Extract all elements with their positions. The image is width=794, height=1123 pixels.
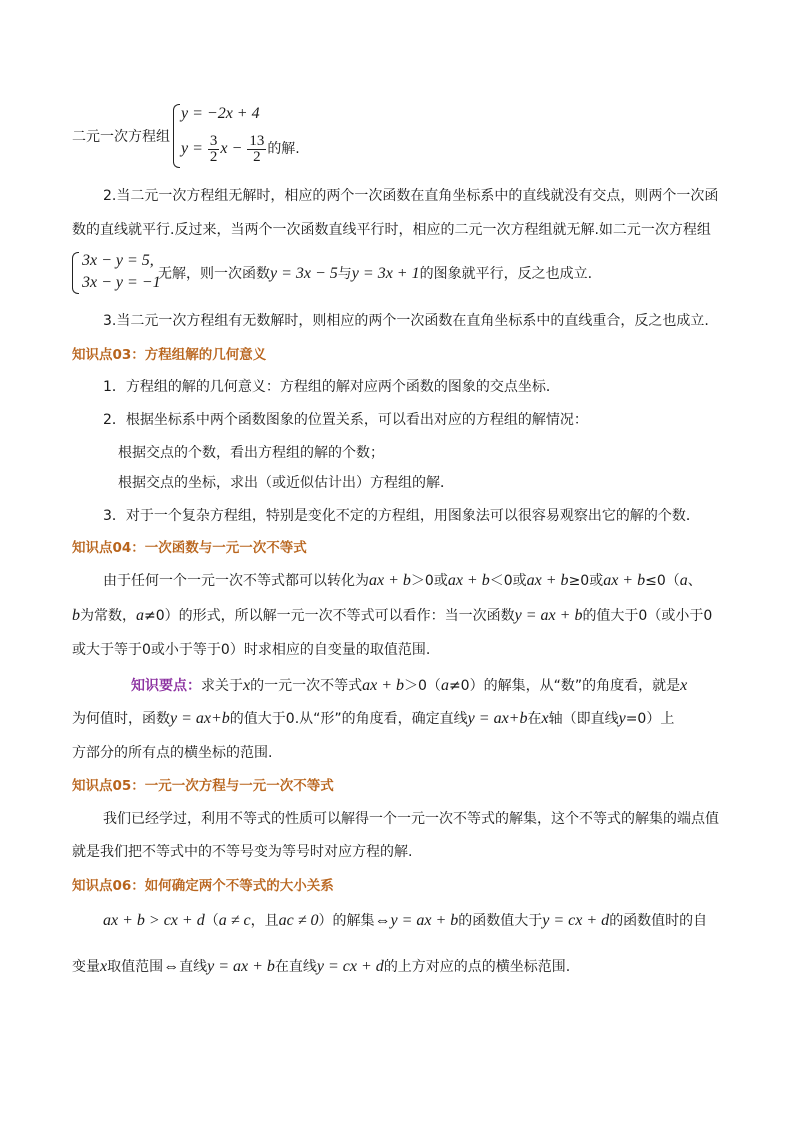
k3-item1: 1．方程组的解的几何意义：方程组的解对应两个函数的图象的交点坐标． xyxy=(103,379,560,395)
function-3x-5: y = 3x − 5 xyxy=(270,265,338,282)
k5-line2: 就是我们把不等式中的不等号变为等号时对应方程的解. xyxy=(72,844,413,860)
k4-line2: b为常数，a≠0）的形式，所以解一元一次不等式可以看作：当一次函数y = ax + b的值大于0（或小于0 xyxy=(72,607,713,624)
system2-brace xyxy=(72,252,79,294)
system2-eq1: 3x − y = 5, xyxy=(82,252,154,269)
k4-key-line2: 为何值时，函数y = ax+b的值大于0.从“形”的角度看，确定直线y = ax+b在x轴（即直线y=0）上 xyxy=(72,710,675,727)
system2-eq2: 3x − y = −1 xyxy=(82,274,161,291)
k3-item2: 2．根据坐标系中两个函数图象的位置关系，可以看出对应的方程组的解情况： xyxy=(103,412,588,428)
k5-heading: 知识点05：一元一次方程与一元一次不等式 xyxy=(72,778,334,794)
system1-prefix: 二元一次方程组 xyxy=(72,129,170,145)
eq2-lhs: y = xyxy=(181,140,207,157)
k4-key-line1: 知识要点：求关于x的一元一次不等式ax + b＞0（a≠0）的解集，从“数”的角度看，就是x xyxy=(131,677,688,694)
fraction-13-2: $\frac{13}{2}$ xyxy=(249,132,265,165)
function-3x+1: y = 3x + 1 xyxy=(351,265,420,282)
k5-line1: 我们已经学过，利用不等式的性质可以解得一个一元一次不等式的解集，这个不等式的解集的端点值 xyxy=(103,811,719,827)
fraction-3-2: $\frac{3}{2}$ xyxy=(209,132,218,165)
k4-key-line3: 方部分的所有点的横坐标的范围. xyxy=(72,745,273,761)
p2-line2: 数的直线就平行.反过来，当两个一次函数直线平行时，相应的二元一次方程组就无解.如二元一次方程组 xyxy=(72,222,711,238)
system1-eq2 xyxy=(181,132,300,166)
k4-line3: 或大于等于0或小于等于0）时求相应的自变量的取值范围. xyxy=(72,642,431,658)
iff-symbol: ⇔ xyxy=(374,912,391,929)
k6-line2: 变量x取值范围⇔直线y = ax + b在直线y = cx + d的上方对应的点的横坐标范围. xyxy=(72,958,571,975)
p2-line1: 2.当二元一次方程组无解时，相应的两个一次函数在直角坐标系中的直线就没有交点，则两个一次函 xyxy=(103,188,719,204)
p2-line3: 无解，则一次函数y = 3x − 5与y = 3x + 1的图象就平行，反之也成立. xyxy=(158,265,593,282)
iff-symbol: ⇔ xyxy=(163,958,180,975)
k3-sub2: 根据交点的坐标，求出（或近似估计出）方程组的解． xyxy=(118,475,454,491)
k4-line1: 由于任何一个一元一次不等式都可以转化为ax + b＞0或ax + b＜0或ax + b≥0或ax + b≤0（a、 xyxy=(103,572,702,589)
k3-item3: 3．对于一个复杂方程组，特别是变化不定的方程组，用图象法可以很容易观察出它的解的个数． xyxy=(103,508,700,524)
k4-heading: 知识点04：一次函数与一元一次不等式 xyxy=(72,540,307,556)
system1-brace xyxy=(173,104,180,168)
k3-sub1: 根据交点的个数，看出方程组的解的个数； xyxy=(118,445,384,461)
system1-suffix: 的解. xyxy=(267,141,300,157)
system1-eq1: y = −2x + 4 xyxy=(181,105,260,122)
k3-heading: 知识点03：方程组解的几何意义 xyxy=(72,347,267,363)
key-points-label: 知识要点： xyxy=(131,678,201,694)
eq2-mid: x − xyxy=(220,140,247,157)
k6-line1: ax + b > cx + d（a ≠ c，且ac ≠ 0）的解集⇔y = ax + b的函数值大于y = cx + d的函数值时的自 xyxy=(103,912,708,929)
p3: 3.当二元一次方程组有无数解时，则相应的两个一次函数在直角坐标系中的直线重合，反之也成立. xyxy=(103,313,709,329)
k6-heading: 知识点06：如何确定两个不等式的大小关系 xyxy=(72,878,334,894)
